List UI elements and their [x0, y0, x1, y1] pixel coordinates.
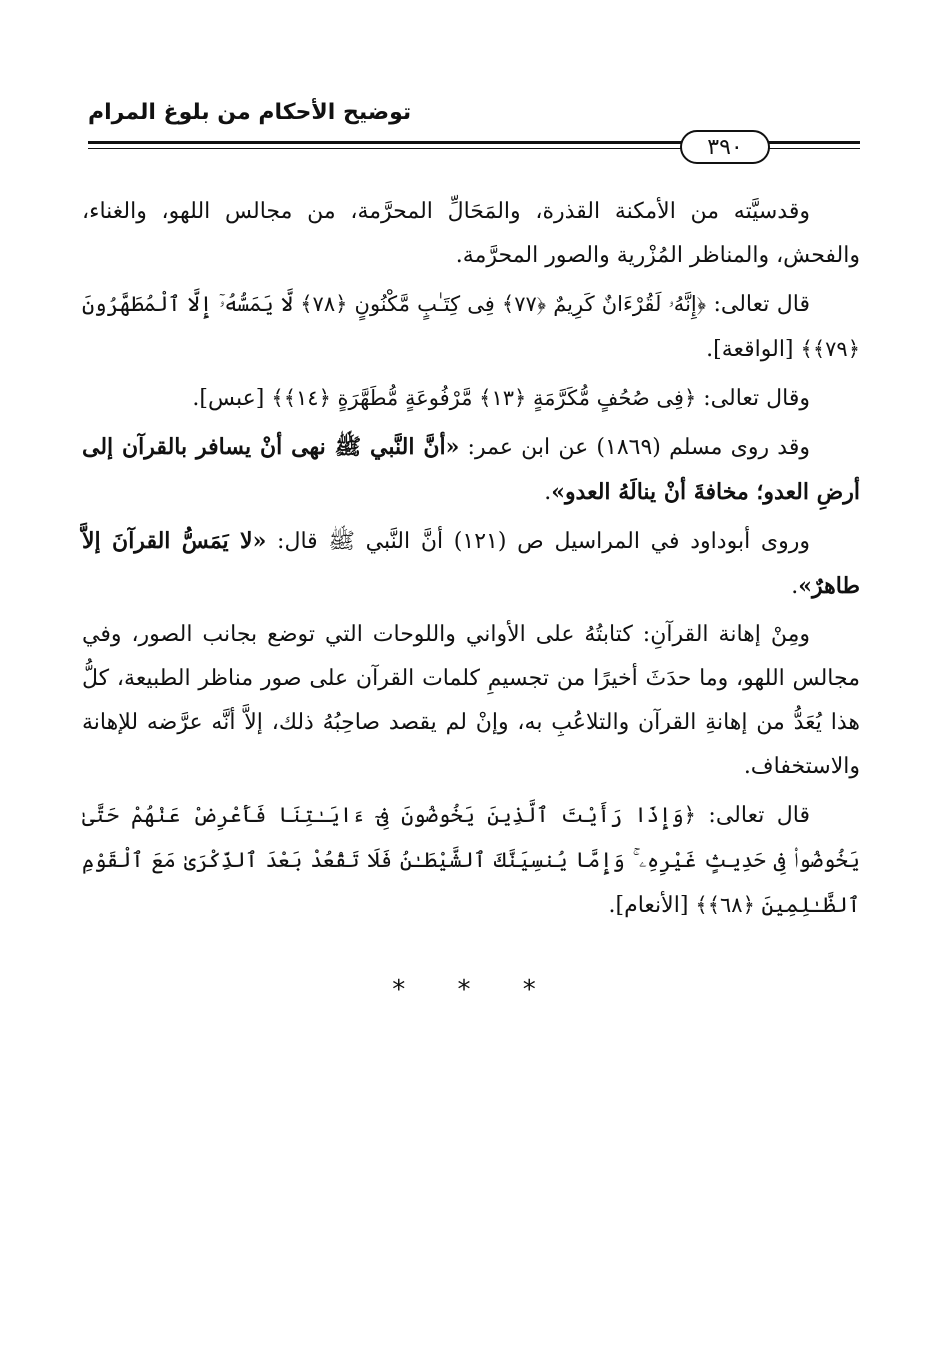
page-number: ٣٩٠ — [707, 134, 743, 160]
quran-verse: ﴿فِى صُحُفٍ مُّكَرَّمَةٍ ﴿١٣﴾ مَّرْفُوعَةٍ مُّطَهَّرَةٍ ﴿١٤﴾﴾ — [271, 386, 697, 410]
paragraph — [82, 793, 860, 928]
paragraph — [82, 425, 860, 515]
paragraph-text: [عبس]. — [192, 386, 272, 411]
paragraph-text: قال تعالى: — [706, 292, 810, 317]
paragraph-text: وروى أبوداود في المراسيل ص (١٢١) أنَّ النَّبي ﷺ قال: — [266, 529, 810, 554]
paragraph — [82, 190, 860, 278]
paragraph — [82, 613, 860, 789]
paragraph — [82, 282, 860, 372]
paragraph — [82, 519, 860, 609]
running-title: توضيح الأحكام من بلوغ المرام — [88, 100, 412, 125]
header-rule-left-thick — [88, 141, 684, 144]
hadith-text: «لا يَمَسُّ القرآنَ إلاَّ طاهرٌ» — [82, 528, 860, 599]
header-rule-right-thick — [766, 141, 860, 144]
paragraph-text: [الأنعام]. — [608, 893, 696, 918]
page-number-frame — [680, 130, 770, 164]
header-rule-left-thin — [88, 148, 684, 149]
quran-verse: ﴿إِنَّهُۥ لَقُرْءَانٌ كَرِيمٌ ﴿٧٧﴾ فِى كِتَـٰبٍ مَّكْنُونٍ ﴿٧٨﴾ لَّا يَمَسُّهُۥٓ إِلَّا ٱلْمُطَهَّرُونَ ﴿٧٩﴾﴾ — [82, 292, 860, 361]
paragraph — [82, 376, 860, 421]
hadith-text: «أنَّ النَّبي ﷺ نهى أنْ يسافر بالقرآن إلى أرضِ العدو؛ مخافةَ أنْ ينالَهُ العدو» — [82, 434, 860, 505]
paragraph-text: ومِنْ إهانة القرآنِ: كتابتُهُ على الأواني واللوحات التي توضع بجانب الصور، وفي مجالس اللهو، وما حدَثَ أخيرًا من تجسيمِ كلمات القرآن على صور مناظر الطبيعة، كلُّ هذا يُعَدُّ من إهانةِ القرآن والتلاعُبِ به، وإنْ لم يقصد صاحِبُهُ ذلك، إلاَّ أنَّه عرَّضه للإهانة والاستخفاف. — [82, 622, 860, 779]
paragraph-text: قال تعالى: — [695, 803, 810, 828]
paragraph-text: [الواقعة]. — [706, 337, 801, 362]
paragraph-text: وقد روى مسلم (١٨٦٩) عن ابن عمر: — [459, 435, 810, 460]
header-rule-right-thin — [766, 148, 860, 149]
quran-verse: ﴿وَإِذَا رَأَيْتَ ٱلَّذِينَ يَخُوضُونَ فِىٓ ءَايَـٰتِنَا فَأَعْرِضْ عَنْهُمْ حَتَّىٰ يَخُوضُوا۟ فِى حَدِيثٍ غَيْرِهِۦ ۚ وَإِمَّا يُنسِيَنَّكَ ٱلشَّيْطَـٰنُ فَلَا تَقْعُدْ بَعْدَ ٱلذِّكْرَىٰ مَعَ ٱلْقَوْمِ ٱلظَّـٰلِمِينَ ﴿٦٨﴾﴾ — [82, 803, 860, 917]
paragraph-text: وقال تعالى: — [696, 386, 810, 411]
section-separator: * * * — [392, 975, 558, 1005]
paragraph-text: وقدسيَّته من الأمكنة القذرة، والمَحَالِّ المحرَّمة، من مجالس اللهو، والغناء، والفحش، والمناظر المُزْرية والصور المحرَّمة. — [82, 199, 860, 268]
paragraph-text: . — [544, 480, 552, 505]
body-text — [82, 190, 860, 932]
paragraph-text: . — [791, 574, 799, 599]
